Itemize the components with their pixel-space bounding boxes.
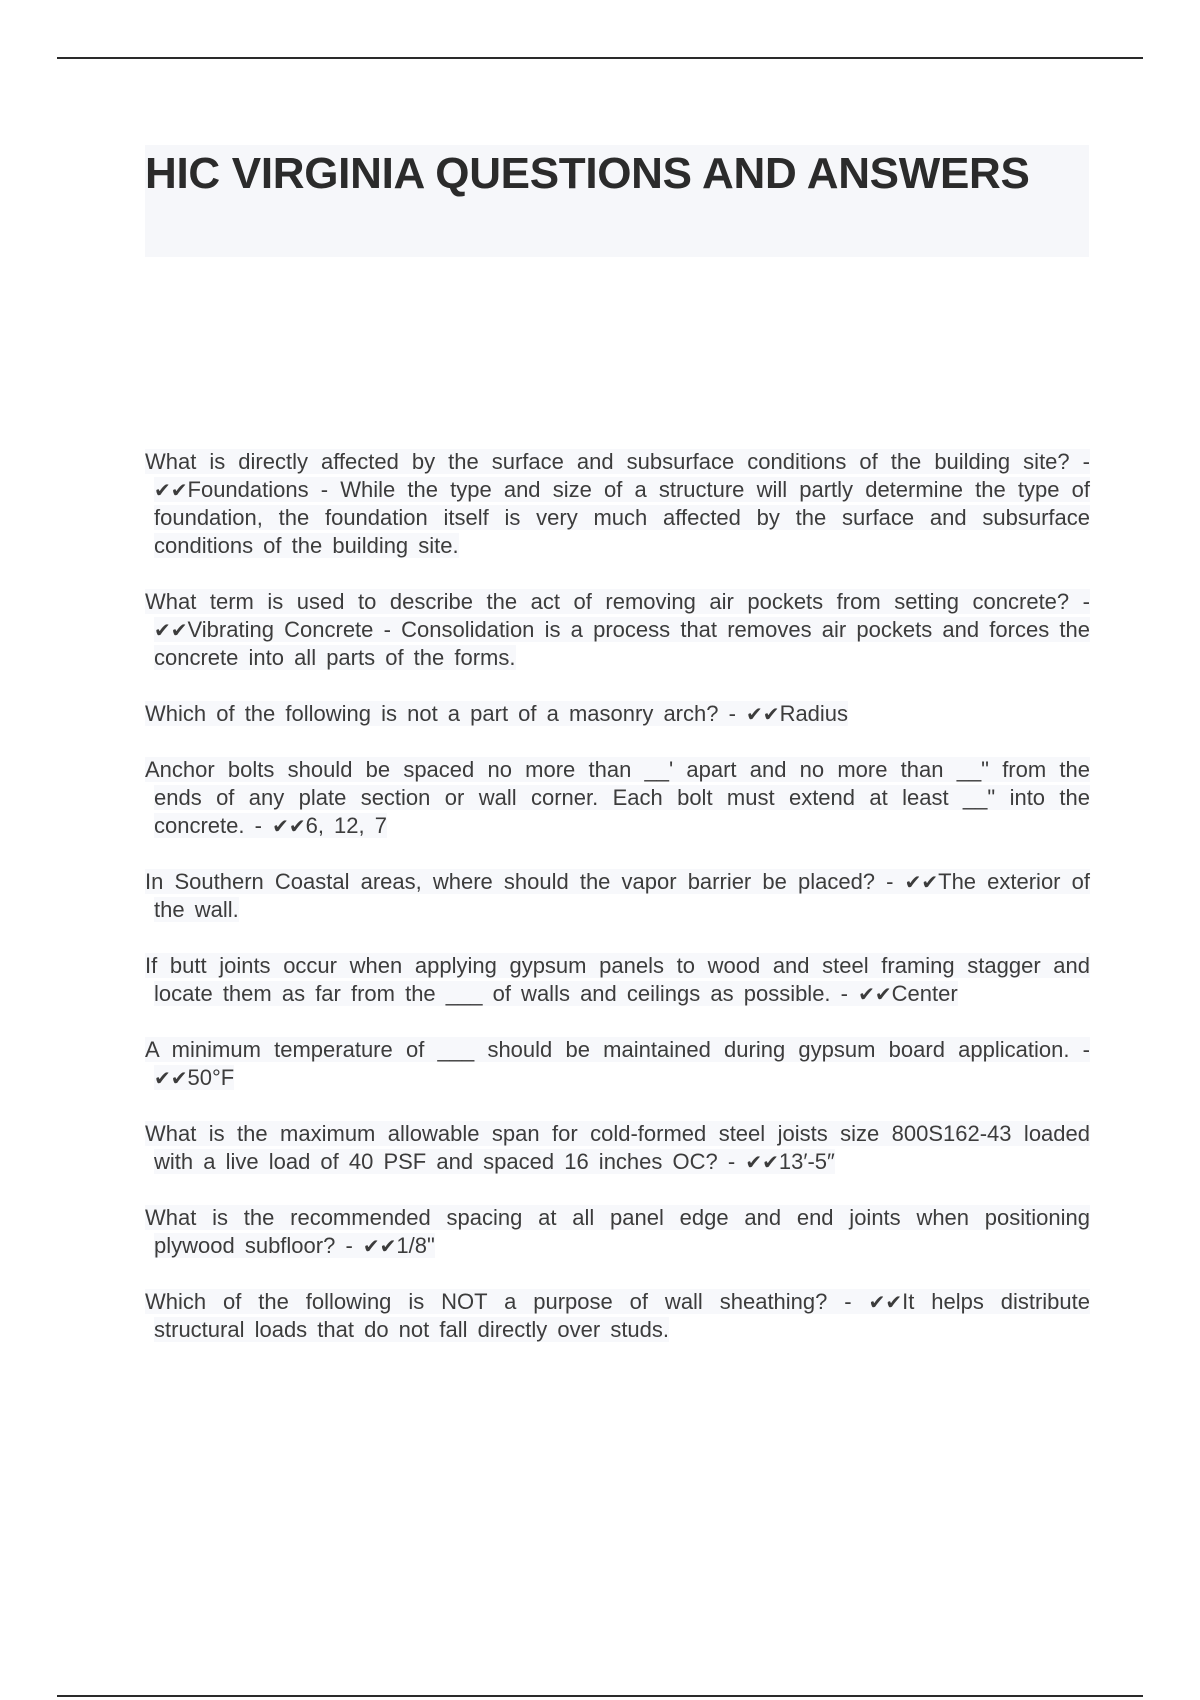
question-text: What term is used to describe the act of removing air pockets from setting concrete? - — [145, 589, 1090, 614]
checkmark-icon: ✔✔ — [858, 982, 892, 1006]
checkmark-icon: ✔✔ — [154, 478, 188, 502]
checkmark-icon: ✔✔ — [362, 1234, 397, 1258]
question-text: If butt joints occur when applying gypsum panels to wood and steel framing stagger and locate them as far from the ___ of walls and ceilings as possible. - — [145, 953, 1090, 1006]
answer-text: 13′-5″ — [778, 1149, 835, 1174]
title-block — [145, 145, 1089, 257]
question-text: Which of the following is not a part of a masonry arch? - — [145, 701, 736, 726]
question-text: In Southern Coastal areas, where should the vapor barrier be placed? - — [145, 869, 894, 894]
question-text: What is the maximum allowable span for cold-formed steel joists size 800S162-43 loaded with a live load of 40 PSF and spaced 16 inches OC? - — [145, 1121, 1090, 1174]
checkmark-icon: ✔✔ — [272, 814, 306, 838]
checkmark-icon: ✔✔ — [746, 702, 780, 726]
answer-text: Center — [891, 981, 958, 1006]
checkmark-icon: ✔✔ — [868, 1290, 903, 1314]
document-title: HIC VIRGINIA QUESTIONS AND ANSWERS — [145, 149, 1030, 198]
question-text: What is the recommended spacing at all panel edge and end joints when positioning plywood subfloor? - — [145, 1205, 1090, 1258]
checkmark-icon: ✔✔ — [904, 870, 939, 894]
answer-text: 6, 12, 7 — [305, 813, 387, 838]
answer-text: Vibrating Concrete - Consolidation is a process that removes air pockets and forces the concrete into all parts of the forms. — [154, 617, 1090, 670]
qa-item — [145, 700, 1090, 728]
answer-text: The exterior of the wall. — [154, 869, 1090, 922]
qa-list — [145, 448, 1090, 1372]
question-text: What is directly affected by the surface and subsurface conditions of the building site? - — [145, 449, 1090, 474]
answer-text: It helps distribute structural loads that do not fall directly over studs. — [154, 1289, 1090, 1342]
qa-item — [145, 952, 1090, 1008]
answer-text: Foundations - While the type and size of a structure will partly determine the type of foundation, the foundation itself is very much affected by the surface and subsurface conditions of the building site. — [154, 477, 1090, 558]
bottom-rule — [57, 1695, 1143, 1697]
qa-item — [145, 756, 1090, 840]
answer-text: Radius — [779, 701, 849, 726]
answer-text: 50°F — [187, 1065, 235, 1090]
question-text: Which of the following is NOT a purpose of wall sheathing? - — [145, 1289, 852, 1314]
qa-item — [145, 588, 1090, 672]
answer-text: 1/8" — [396, 1233, 435, 1258]
top-rule — [57, 57, 1143, 59]
qa-item — [145, 1120, 1090, 1176]
qa-item — [145, 1036, 1090, 1092]
question-text: A minimum temperature of ___ should be maintained during gypsum board application. - — [145, 1037, 1090, 1062]
qa-item — [145, 1288, 1090, 1344]
checkmark-icon: ✔✔ — [154, 618, 188, 642]
qa-item — [145, 868, 1090, 924]
qa-item — [145, 1204, 1090, 1260]
checkmark-icon: ✔✔ — [154, 1066, 188, 1090]
question-text: Anchor bolts should be spaced no more than __' apart and no more than __" from the ends of any plate section or wall corner. Each bolt must extend at least __" into the concrete. - — [145, 757, 1090, 838]
checkmark-icon: ✔✔ — [745, 1150, 779, 1174]
qa-item — [145, 448, 1090, 560]
